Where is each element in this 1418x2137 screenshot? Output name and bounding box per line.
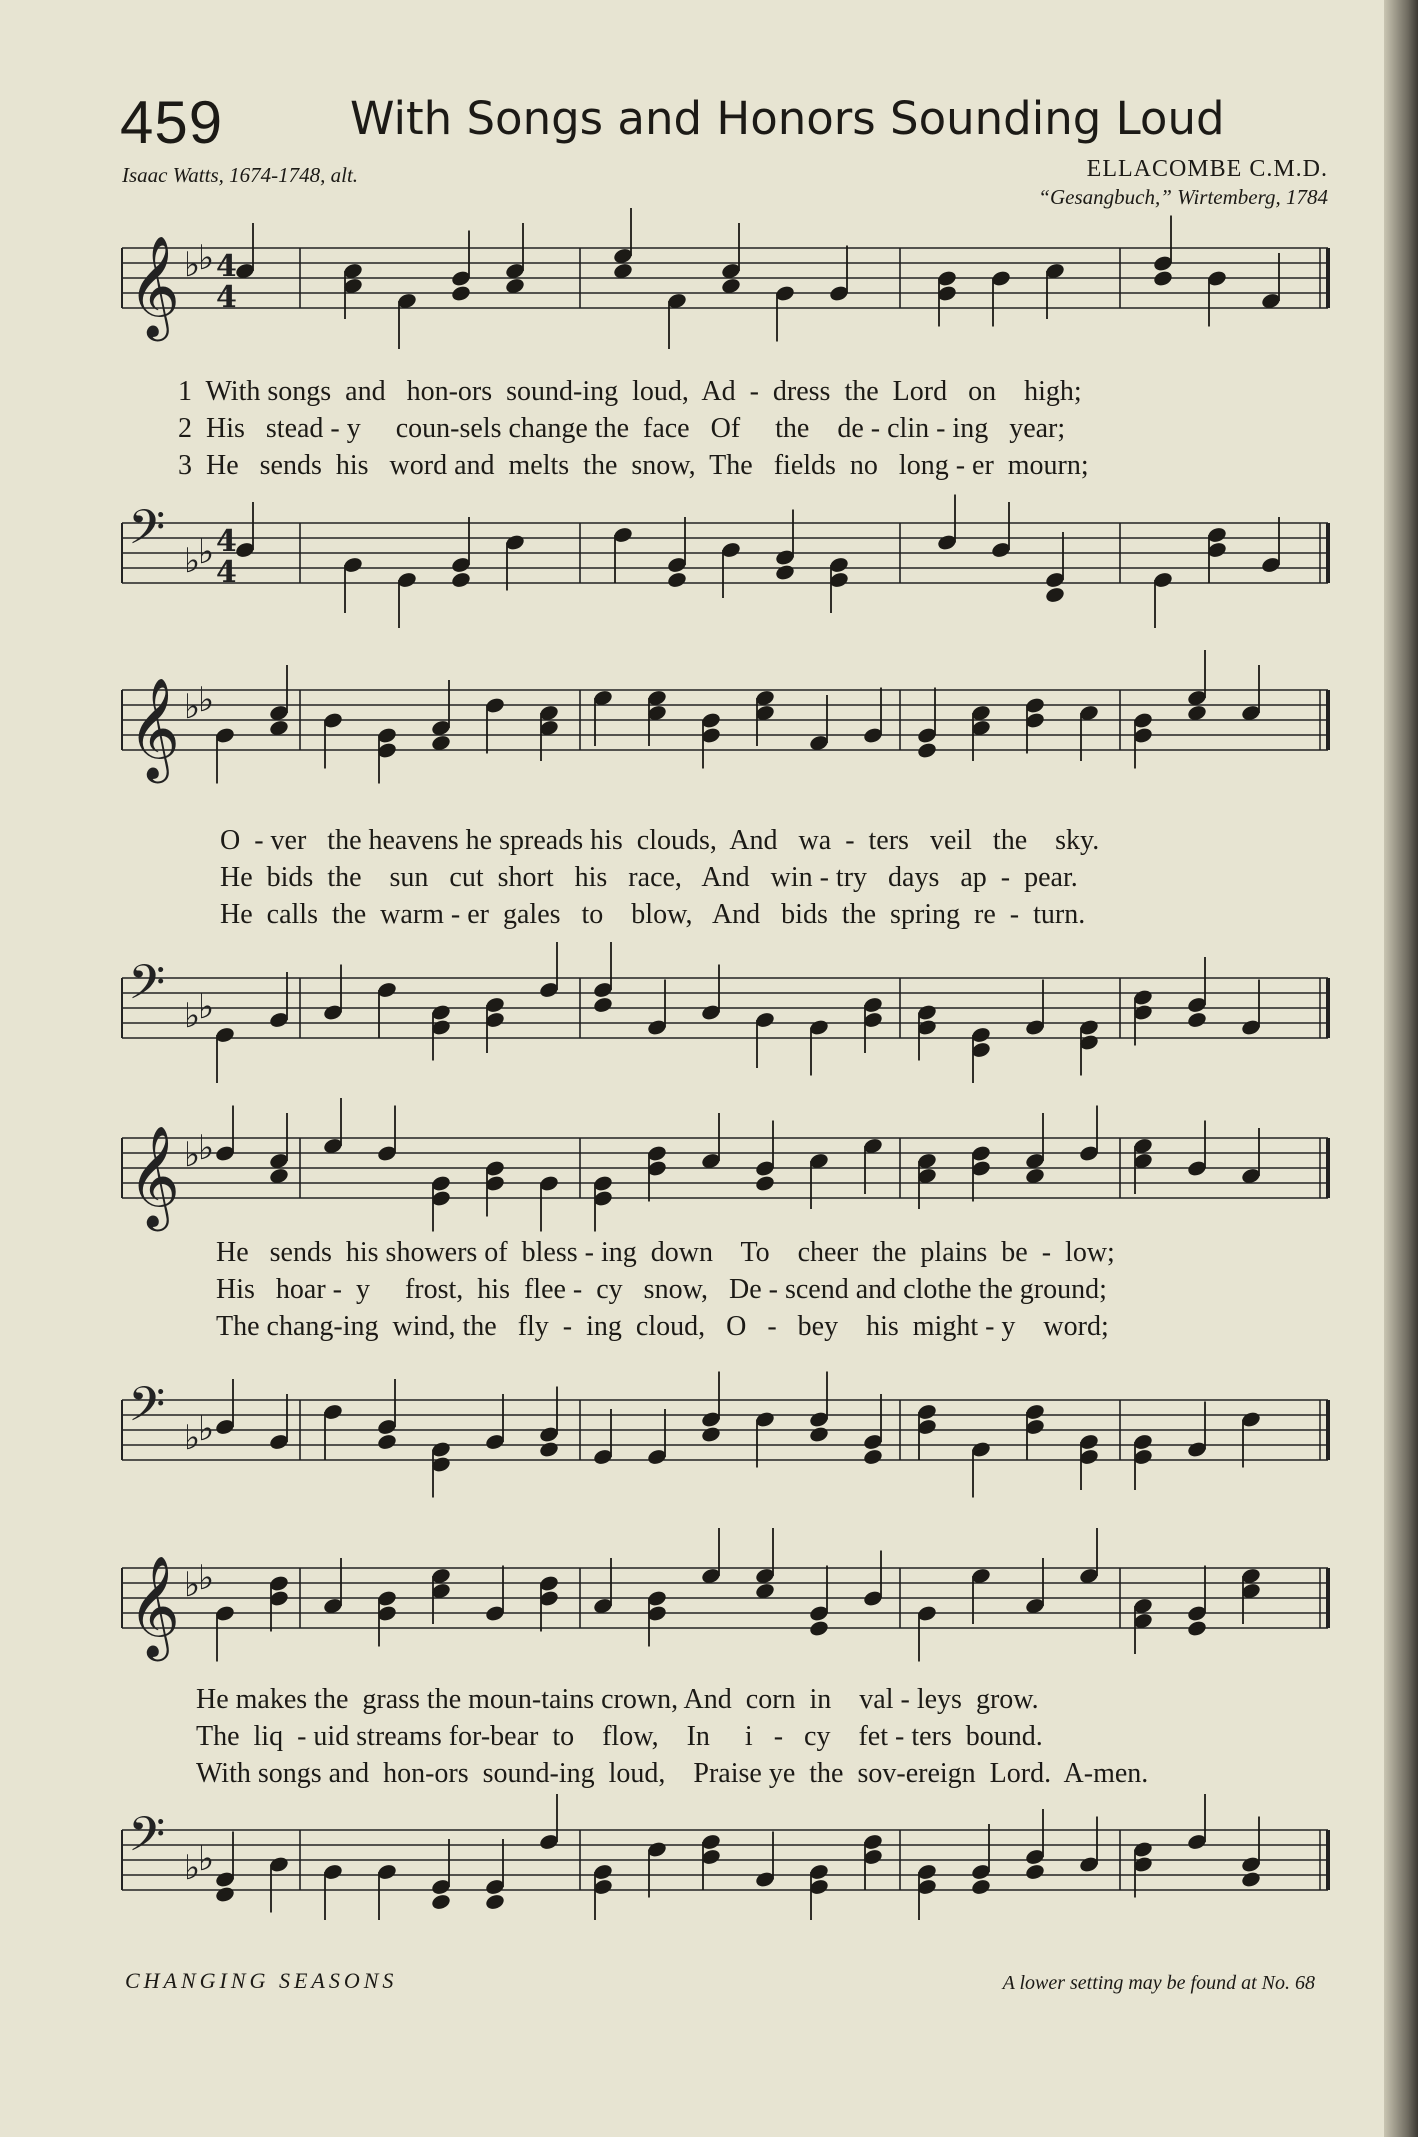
- note: [396, 571, 418, 628]
- bass-clef-icon: 𝄢: [128, 954, 166, 1022]
- note: [666, 292, 688, 349]
- note: [828, 556, 850, 613]
- note: [1260, 517, 1282, 574]
- note: [376, 1106, 398, 1163]
- note: [1240, 1410, 1262, 1467]
- note: [214, 1106, 236, 1163]
- note: [430, 1003, 452, 1060]
- note: [322, 1558, 344, 1615]
- note: [862, 996, 884, 1053]
- note: [936, 269, 958, 326]
- note: [1132, 1840, 1154, 1897]
- note: [916, 1863, 938, 1920]
- flat-icon: ♭: [198, 1409, 215, 1449]
- note: [592, 1409, 614, 1466]
- note: [1078, 1528, 1100, 1585]
- tune-name: ELLACOMBE C.M.D.: [1086, 156, 1328, 182]
- flat-icon: ♭: [184, 1565, 201, 1605]
- treble-staff-3: [0, 1120, 1418, 1250]
- note: [774, 510, 796, 582]
- flat-icon: ♭: [184, 245, 201, 285]
- note: [1132, 1597, 1154, 1654]
- note: [1240, 1567, 1262, 1624]
- note: [990, 269, 1012, 326]
- note: [1078, 704, 1100, 761]
- note: [504, 223, 526, 295]
- note: [376, 726, 398, 783]
- note: [1132, 1433, 1154, 1490]
- note: [1132, 1137, 1154, 1194]
- lower-setting-note: A lower setting may be found at No. 68: [1002, 1972, 1315, 1994]
- note: [916, 1003, 938, 1060]
- note: [1186, 1566, 1208, 1638]
- note: [970, 1144, 992, 1201]
- note: [538, 1574, 560, 1631]
- note: [754, 1528, 776, 1600]
- note: [342, 262, 364, 319]
- note: [538, 704, 560, 761]
- time-signature-digit: 4: [216, 555, 237, 590]
- note: [1206, 269, 1228, 326]
- note: [322, 1863, 344, 1920]
- category-label: CHANGING SEASONS: [125, 1968, 398, 1993]
- note: [322, 711, 344, 768]
- treble-clef-icon: 𝄞: [128, 676, 181, 779]
- note: [754, 689, 776, 746]
- note: [504, 533, 526, 590]
- lyric-line: His hoar - y frost, his flee - cy snow, De - scend and clothe the ground;: [216, 1274, 1107, 1305]
- note: [612, 208, 634, 280]
- flat-icon: ♭: [198, 1839, 215, 1879]
- note: [450, 231, 472, 303]
- note: [1132, 988, 1154, 1045]
- note: [754, 1011, 776, 1068]
- lyric-line: He makes the grass the moun-tains crown, And corn in val - leys grow.: [196, 1684, 1039, 1715]
- note: [322, 1098, 344, 1155]
- note: [1260, 253, 1282, 310]
- note: [234, 223, 256, 280]
- note: [1186, 1794, 1208, 1851]
- treble-staff-4: [0, 1550, 1418, 1680]
- note: [1024, 1113, 1046, 1185]
- note: [430, 1440, 452, 1497]
- treble-clef-icon: 𝄞: [128, 234, 181, 337]
- note: [916, 1604, 938, 1661]
- lyric-line: O - ver the heavens he spreads his clouds, And wa - ters veil the sky.: [220, 825, 1100, 856]
- time-signature-digit: 4: [216, 280, 237, 315]
- flat-icon: ♭: [198, 238, 215, 278]
- lyric-line: He calls the warm - er gales to blow, And bids the spring re - turn.: [220, 899, 1086, 930]
- note: [484, 696, 506, 753]
- treble-staff-1: [0, 230, 1418, 360]
- lyric-line: He bids the sun cut short his race, And win - try days ap - pear.: [220, 862, 1078, 893]
- treble-clef-icon: 𝄞: [128, 1554, 181, 1657]
- hymn-number: 459: [120, 89, 224, 156]
- note: [1078, 1433, 1100, 1490]
- note: [1024, 696, 1046, 753]
- note: [376, 981, 398, 1038]
- note: [592, 1558, 614, 1615]
- note: [700, 1113, 722, 1170]
- note: [1024, 1558, 1046, 1615]
- note: [484, 1566, 506, 1623]
- note: [214, 726, 236, 783]
- note: [916, 1152, 938, 1209]
- note: [700, 711, 722, 768]
- note: [774, 284, 796, 341]
- note: [720, 541, 742, 598]
- note: [234, 502, 256, 559]
- note: [268, 665, 290, 737]
- note: [862, 688, 884, 745]
- bass-staff-2: [0, 954, 1418, 1090]
- note: [396, 292, 418, 349]
- lyric-line: 1 With songs and hon-ors sound-ing loud, Ad - dress the Lord on high;: [178, 376, 1082, 407]
- bass-staff-4: [0, 1806, 1418, 1942]
- lyric-line: 2 His stead - y coun-sels change the face Of the de - clin - ing year;: [178, 413, 1066, 444]
- note: [808, 1372, 830, 1444]
- note: [990, 502, 1012, 559]
- note: [268, 972, 290, 1029]
- note: [376, 1589, 398, 1646]
- note: [808, 695, 830, 752]
- note: [322, 1403, 344, 1460]
- note: [700, 1833, 722, 1890]
- flat-icon: ♭: [184, 1135, 201, 1175]
- flat-icon: ♭: [184, 541, 201, 581]
- note: [862, 1551, 884, 1608]
- note: [970, 704, 992, 761]
- note: [1152, 216, 1174, 288]
- note: [214, 1379, 236, 1436]
- lyric-line: The chang-ing wind, the fly - ing cloud, O - bey his might - y word;: [216, 1311, 1109, 1342]
- note: [916, 688, 938, 760]
- note: [538, 1387, 560, 1459]
- note: [1078, 1106, 1100, 1163]
- note: [1024, 1403, 1046, 1460]
- flat-icon: ♭: [198, 532, 215, 572]
- time-signature-digit: 4: [216, 524, 237, 559]
- note: [430, 680, 452, 752]
- bass-clef-icon: 𝄢: [128, 499, 166, 567]
- author-credit: Isaac Watts, 1674-1748, alt.: [122, 163, 359, 187]
- treble-clef-icon: 𝄞: [128, 1124, 181, 1227]
- flat-icon: ♭: [184, 1418, 201, 1458]
- note: [342, 556, 364, 613]
- lyric-line: He sends his showers of bless - ing down To cheer the plains be - low;: [216, 1237, 1115, 1268]
- note: [268, 1574, 290, 1631]
- lyric-line: The liq - uid streams for-bear to flow, In i - cy fet - ters bound.: [196, 1721, 1043, 1752]
- lyric-line: With songs and hon-ors sound-ing loud, Praise ye the sov-ereign Lord. A-men.: [196, 1758, 1149, 1789]
- note: [720, 223, 742, 295]
- bass-staff-1: [0, 499, 1418, 635]
- note: [700, 1528, 722, 1585]
- note: [214, 1026, 236, 1083]
- note: [430, 1174, 452, 1231]
- note: [1186, 1121, 1208, 1178]
- tune-source: “Gesangbuch,” Wirtemberg, 1784: [1038, 185, 1328, 209]
- note: [214, 1604, 236, 1661]
- bass-clef-icon: 𝄢: [128, 1806, 166, 1874]
- flat-icon: ♭: [184, 687, 201, 727]
- note: [1132, 711, 1154, 768]
- note: [592, 689, 614, 746]
- note: [1240, 1128, 1262, 1185]
- note: [970, 1567, 992, 1624]
- note: [1152, 571, 1174, 628]
- note: [754, 1410, 776, 1467]
- note: [1078, 1018, 1100, 1075]
- note: [646, 1840, 668, 1897]
- note: [808, 1018, 830, 1075]
- flat-icon: ♭: [184, 1848, 201, 1888]
- note: [754, 1121, 776, 1193]
- note: [1240, 665, 1262, 722]
- note: [970, 1026, 992, 1083]
- flat-icon: ♭: [198, 1558, 215, 1598]
- note: [592, 1174, 614, 1231]
- note: [828, 246, 850, 303]
- note: [612, 526, 634, 583]
- note: [916, 1403, 938, 1460]
- flat-icon: ♭: [198, 1128, 215, 1168]
- flat-icon: ♭: [184, 996, 201, 1036]
- note: [430, 1567, 452, 1624]
- note: [862, 1137, 884, 1194]
- note: [646, 1409, 668, 1466]
- note: [268, 1855, 290, 1912]
- note: [484, 1159, 506, 1216]
- note: [376, 1863, 398, 1920]
- note: [646, 1589, 668, 1646]
- note: [592, 1863, 614, 1920]
- lyric-line: 3 He sends his word and melts the snow, The fields no long - er mourn;: [178, 450, 1089, 481]
- treble-staff-2: [0, 672, 1418, 802]
- flat-icon: ♭: [198, 680, 215, 720]
- note: [970, 1440, 992, 1497]
- note: [538, 942, 560, 999]
- note: [484, 1394, 506, 1451]
- note: [646, 1144, 668, 1201]
- note: [484, 996, 506, 1053]
- flat-icon: ♭: [198, 987, 215, 1027]
- hymn-title: With Songs and Honors Sounding Loud: [350, 92, 1225, 145]
- note: [1240, 1817, 1262, 1889]
- note: [538, 1174, 560, 1231]
- time-signature-digit: 4: [216, 249, 237, 284]
- note: [538, 1794, 560, 1851]
- note: [268, 1113, 290, 1185]
- note: [1206, 526, 1228, 583]
- note: [1186, 650, 1208, 722]
- note: [808, 1566, 830, 1638]
- note: [1044, 262, 1066, 319]
- note: [268, 1394, 290, 1451]
- note: [214, 1832, 236, 1904]
- note: [808, 1863, 830, 1920]
- note: [646, 689, 668, 746]
- note: [808, 1152, 830, 1209]
- note: [700, 1372, 722, 1444]
- bass-staff-3: [0, 1376, 1418, 1512]
- bass-clef-icon: 𝄢: [128, 1376, 166, 1444]
- note: [862, 1833, 884, 1890]
